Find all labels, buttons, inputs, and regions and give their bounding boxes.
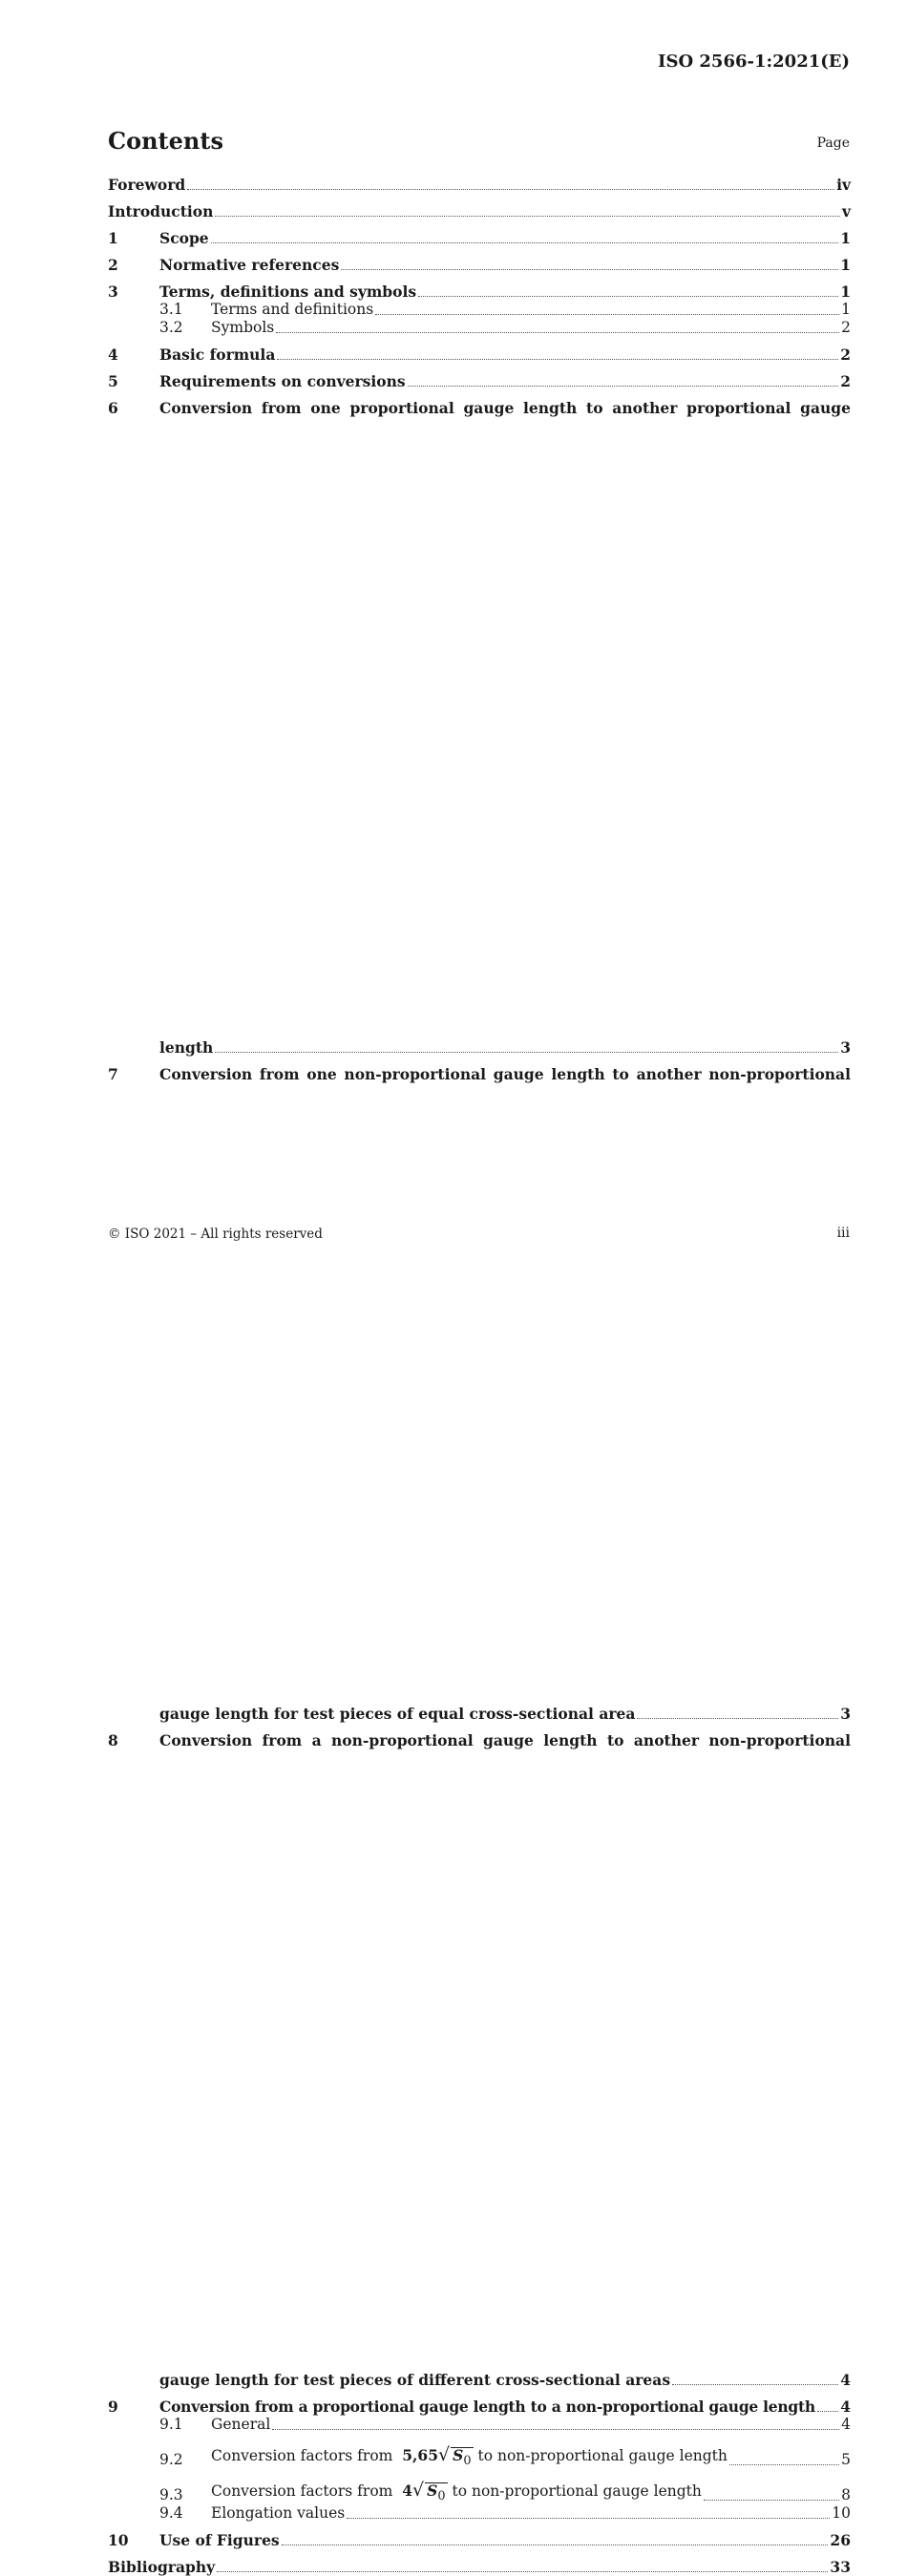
toc-entry-section-8[interactable] — [108, 1731, 851, 2389]
toc-entry-title-line1: Conversion from a non-proportional gauge length to another non-proportional — [159, 1731, 851, 1749]
toc-entry-bibliography[interactable] — [108, 2558, 851, 2576]
dot-leader — [704, 2500, 839, 2501]
toc-entry-section-7[interactable] — [108, 1065, 851, 1723]
toc-entry-title: General — [211, 2416, 271, 2433]
toc-entry-title-line2: gauge length for test pieces of equal cross-sectional area — [159, 1705, 636, 1723]
toc-entry-number: 3 — [108, 283, 118, 301]
toc-entry-title-before: Conversion factors from — [211, 2482, 393, 2501]
formula-subscript: 0 — [437, 2489, 446, 2504]
toc-entry-page: 2 — [841, 319, 851, 336]
formula — [397, 2480, 447, 2504]
toc-entry-page: 8 — [841, 2486, 851, 2504]
toc-entry-number: 6 — [108, 399, 118, 417]
toc-entry-number: 9.3 — [159, 2486, 183, 2504]
toc-entry-title: Scope — [159, 229, 209, 247]
toc-entry-title: Requirements on conversions — [159, 372, 406, 390]
toc-entry-page: 26 — [830, 2531, 851, 2550]
toc-entry-section-6[interactable] — [108, 399, 851, 1057]
toc-entry-title: Use of Figures — [159, 2531, 280, 2550]
copyright-notice: © ISO 2021 – All rights reserved — [108, 1226, 323, 1242]
toc-entry-page: 10 — [832, 2504, 851, 2523]
toc-entry-page: 4 — [840, 2371, 851, 2389]
formula-radicand — [425, 2482, 447, 2504]
page-number: iii — [836, 1225, 850, 1241]
toc-entry-title: Foreword — [108, 176, 186, 194]
dot-leader — [341, 269, 838, 270]
toc-entry-page: 3 — [840, 1705, 851, 1723]
dot-leader — [215, 1052, 838, 1053]
toc-entry-number: 4 — [108, 346, 118, 364]
toc-entry-number: 3.2 — [159, 319, 183, 336]
toc-entry-title-line2: length — [159, 1038, 214, 1057]
toc-entry-scope[interactable] — [108, 229, 851, 247]
toc-entry-title-line1: Conversion from one non-proportional gauge length to another non-proportional — [159, 1065, 851, 1083]
toc-entry-number: 5 — [108, 372, 118, 390]
toc-entry-title-after: to non-proportional gauge length — [452, 2482, 702, 2501]
dot-leader — [729, 2464, 839, 2465]
toc-entry-number: 10 — [108, 2531, 129, 2550]
toc-entry-title: Terms, definitions and symbols — [159, 283, 417, 301]
toc-entry-elongation-values[interactable] — [108, 2504, 851, 2523]
toc-entry-general[interactable] — [108, 2416, 851, 2434]
formula-subscript: 0 — [463, 2454, 472, 2469]
formula — [397, 2444, 473, 2469]
toc-entry-section-9[interactable] — [108, 2398, 851, 2416]
page-title: Contents — [108, 127, 223, 155]
dot-leader — [276, 332, 839, 333]
toc-entry-number: 8 — [108, 1731, 118, 1749]
toc-entry-title-after: to non-proportional gauge length — [477, 2447, 728, 2464]
toc-entry-foreword[interactable] — [108, 176, 851, 194]
toc-entry-title: Bibliography — [108, 2558, 216, 2576]
toc-entry-page: 33 — [830, 2558, 851, 2576]
toc-entry-number: 2 — [108, 256, 118, 274]
page-column-label: Page — [816, 136, 850, 151]
toc-entry-page: 3 — [840, 1038, 851, 1057]
dot-leader — [418, 296, 838, 297]
formula-symbol: S — [427, 2482, 438, 2501]
toc-entry-title-before: Conversion factors from — [211, 2447, 393, 2464]
sqrt-icon: √ — [412, 2480, 425, 2502]
toc-entry-page: 4 — [840, 2398, 851, 2416]
toc-entry-number: 1 — [108, 229, 118, 247]
dot-leader — [408, 386, 839, 387]
dot-leader — [187, 189, 834, 190]
toc-entry-normative-references[interactable] — [108, 256, 851, 274]
toc-entry-page: 1 — [840, 283, 851, 301]
toc-entry-title: Terms and definitions — [211, 301, 374, 318]
formula-coefficient: 4 — [402, 2482, 413, 2501]
toc-entry-title: Introduction — [108, 202, 214, 220]
toc-entry-use-of-figures[interactable] — [108, 2531, 851, 2549]
toc-entry-number: 7 — [108, 1065, 118, 1083]
toc-entry-number: 9.4 — [159, 2504, 183, 2523]
toc-entry-title: Elongation values — [211, 2504, 346, 2523]
toc-entry-title — [211, 2446, 728, 2469]
toc-entry-requirements-on-conversions[interactable] — [108, 372, 851, 390]
toc-entry-number: 9 — [108, 2398, 118, 2416]
toc-entry-title — [211, 2482, 702, 2504]
dot-leader — [672, 2384, 838, 2385]
toc-entry-page: 1 — [841, 301, 851, 318]
dot-leader — [211, 242, 839, 243]
toc-entry-conversion-factors-565[interactable] — [108, 2446, 851, 2469]
dot-leader — [637, 1718, 838, 1719]
toc-entry-page: 5 — [841, 2451, 851, 2469]
toc-entry-title: Conversion from a proportional gauge length to a non-proportional gauge length — [159, 2398, 815, 2416]
toc-entry-basic-formula[interactable] — [108, 346, 851, 364]
toc-entry-terms-and-definitions[interactable] — [108, 301, 851, 319]
dot-leader — [347, 2518, 830, 2519]
toc-entry-symbols[interactable] — [108, 319, 851, 337]
toc-entry-number: 9.1 — [159, 2416, 183, 2433]
sqrt-icon: √ — [438, 2444, 451, 2465]
toc-entry-page: 2 — [840, 346, 851, 364]
dot-leader — [817, 2411, 838, 2412]
toc-entry-title: Symbols — [211, 319, 275, 336]
table-of-contents — [108, 176, 851, 2576]
dot-leader — [215, 216, 840, 217]
formula-symbol: S — [453, 2446, 464, 2464]
toc-entry-page: 1 — [840, 256, 851, 274]
toc-entry-title: Normative references — [159, 256, 340, 274]
formula-coefficient: 5,65 — [402, 2446, 438, 2464]
toc-entry-title-line1: Conversion from one proportional gauge length to another proportional gauge — [159, 399, 851, 417]
toc-entry-terms-definitions-symbols[interactable] — [108, 283, 851, 301]
toc-entry-page: 1 — [840, 229, 851, 247]
dot-leader — [217, 2571, 828, 2572]
toc-entry-introduction[interactable] — [108, 202, 851, 220]
toc-entry-page: 4 — [841, 2416, 851, 2433]
dot-leader — [375, 314, 839, 315]
toc-entry-page: v — [841, 202, 851, 220]
toc-entry-title: Basic formula — [159, 346, 276, 364]
document-id: ISO 2566-1:2021(E) — [658, 52, 850, 72]
dot-leader — [277, 359, 838, 360]
toc-entry-title-line2: gauge length for test pieces of different cross-sectional areas — [159, 2371, 671, 2389]
toc-entry-conversion-factors-4[interactable] — [108, 2482, 851, 2504]
toc-entry-page: iv — [836, 176, 851, 194]
toc-entry-number: 9.2 — [159, 2451, 183, 2469]
toc-entry-page: 2 — [840, 372, 851, 390]
dot-leader — [272, 2429, 839, 2430]
toc-entry-number: 3.1 — [159, 301, 183, 318]
formula-radicand — [451, 2447, 473, 2469]
